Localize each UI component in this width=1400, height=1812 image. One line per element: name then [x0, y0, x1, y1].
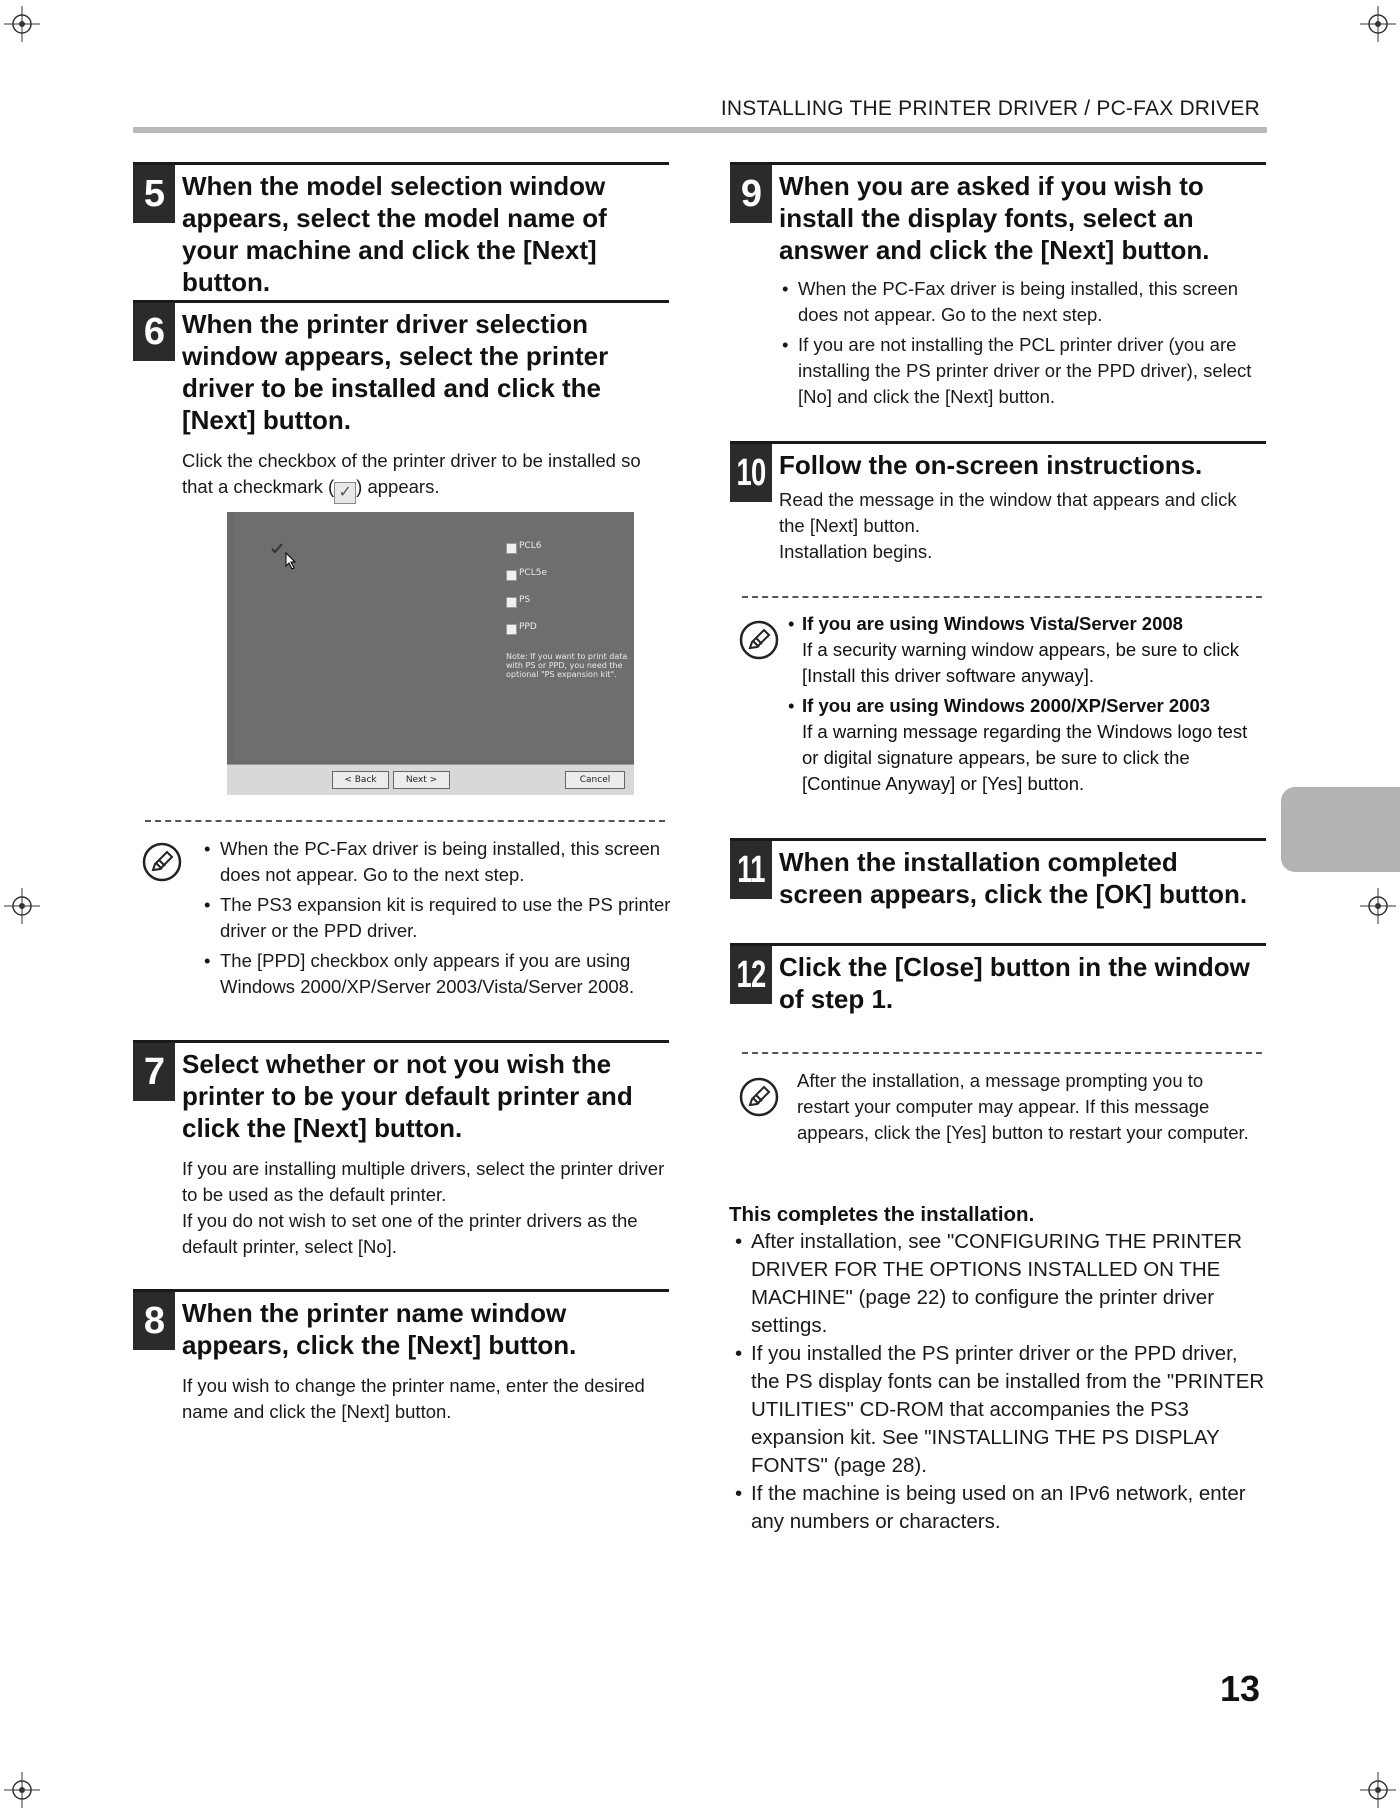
step-title: When the installation completed screen appears, click the [OK] button.: [779, 847, 1248, 909]
step-body: Read the message in the window that appears and click the [Next] button. Installation begins.: [779, 489, 1237, 562]
checkmark-icon: ✓: [334, 482, 356, 504]
step-number-badge: 8: [133, 1292, 175, 1350]
option-label: PCL5e: [519, 568, 547, 578]
option-label: PCL6: [519, 541, 542, 551]
bullet-item: • When the PC-Fax driver is being installed, this screen does not appear. Go to the next step.: [782, 276, 1266, 328]
step-title: When the printer name window appears, click the [Next] button.: [182, 1298, 577, 1360]
step-bullets: [782, 276, 1266, 410]
dialog-panel: [235, 512, 634, 760]
step-7: [133, 1040, 669, 1260]
checkmark-icon: [271, 543, 283, 555]
dialog-note: Note: If you want to print data with PS or PPD, you need the optional "PS expansion kit".: [506, 652, 628, 679]
note-list: [204, 836, 674, 1004]
note-divider: [742, 596, 1262, 598]
step-body: Click the checkbox of the printer driver to be installed so that a checkmark ( ✓ ) appears.: [182, 448, 669, 504]
registration-mark-icon: [1360, 6, 1396, 42]
step-5: [133, 162, 669, 298]
step-number-badge: 9: [730, 165, 772, 223]
step-title: When you are asked if you wish to install the display fonts, select an answer and click the [Next] button.: [779, 171, 1210, 265]
cancel-button[interactable]: Cancel: [565, 771, 625, 789]
ps-checkbox[interactable]: [506, 597, 517, 608]
completion-item: • If you installed the PS printer driver or the PPD driver, the PS display fonts can be installed from the "PRINTER UTILITIES" CD-ROM that accompanies the PS3 expansion kit. See "INSTALLING THE PS DISPLAY FONTS" (page 28).: [735, 1340, 1270, 1480]
step-6: [133, 300, 669, 504]
chapter-tab: [1281, 787, 1400, 872]
next-button[interactable]: Next >: [393, 771, 450, 789]
registration-mark-icon: [4, 1772, 40, 1808]
completion-list: [735, 1228, 1270, 1536]
completion-item: • If the machine is being used on an IPv6 network, enter any numbers or characters.: [735, 1480, 1270, 1536]
pencil-note-icon: [142, 842, 182, 882]
note-item: • The PS3 expansion kit is required to use the PS printer driver or the PPD driver.: [204, 892, 674, 944]
note-heading: If you are using Windows 2000/XP/Server 2003: [802, 695, 1211, 716]
registration-mark-icon: [4, 6, 40, 42]
note-divider: [145, 820, 665, 822]
bullet-item: • If you are not installing the PCL printer driver (you are installing the PS printer driver or the PPD driver), select [No] and click the [Next] button.: [782, 332, 1266, 410]
completion-heading: This completes the installation.: [729, 1203, 1035, 1226]
step-number-badge: 5: [133, 165, 175, 223]
step-number-badge: 12: [730, 946, 772, 1004]
step-title: Click the [Close] button in the window of step 1.: [779, 952, 1250, 1014]
step-title: Select whether or not you wish the printer to be your default printer and click the [Next] button.: [182, 1049, 633, 1143]
pcl5e-checkbox[interactable]: [506, 570, 517, 581]
step-title: When the model selection window appears, select the model name of your machine and click the [Next] button.: [182, 171, 607, 297]
ppd-checkbox[interactable]: [506, 624, 517, 635]
note-item: • The [PPD] checkbox only appears if you are using Windows 2000/XP/Server 2003/Vista/Server 2008.: [204, 948, 674, 1000]
step-9: [730, 162, 1266, 414]
note-divider: [742, 1052, 1262, 1054]
page-number: 13: [1219, 1668, 1260, 1709]
step-body: If you are installing multiple drivers, select the printer driver to be used as the default printer. If you do not wish to set one of the printer drivers as the default printer, select [No].: [182, 1158, 665, 1257]
step-body: If you wish to change the printer name, enter the desired name and click the [Next] button.: [182, 1375, 645, 1422]
mouse-cursor-icon: [285, 552, 297, 570]
driver-selection-screenshot: [227, 512, 634, 795]
page-header: INSTALLING THE PRINTER DRIVER / PC-FAX DRIVER: [720, 97, 1260, 120]
note-block: • If you are using Windows Vista/Server 2008 If a security warning window appears, be sure to click [Install this driver software anyway]. • If you are using Windows 2000/XP/Server 2003 If a warning message regarding the Windows logo test or digital signature appears, be sure to click the [Continue Anyway] or [Yes] button.: [802, 611, 1264, 797]
note-text: If a warning message regarding the Windows logo test or digital signature appears, be sure to click the [Continue Anyway] or [Yes] button.: [802, 721, 1248, 794]
header-rule: [133, 127, 1267, 133]
pencil-note-icon: [739, 1077, 779, 1117]
note-text: If a security warning window appears, be sure to click [Install this driver software anyway].: [802, 639, 1240, 686]
pcl6-checkbox[interactable]: [506, 543, 517, 554]
registration-mark-icon: [1360, 1772, 1396, 1808]
step-title: When the printer driver selection window appears, select the printer driver to be installed and click the [Next] button.: [182, 309, 609, 435]
dialog-button-bar: [227, 764, 634, 795]
completion-item: • After installation, see "CONFIGURING THE PRINTER DRIVER FOR THE OPTIONS INSTALLED ON THE MACHINE" (page 22) to configure the printer driver settings.: [735, 1228, 1270, 1340]
note-item: • When the PC-Fax driver is being installed, this screen does not appear. Go to the next step.: [204, 836, 674, 888]
step-title: Follow the on-screen instructions.: [779, 450, 1203, 480]
option-label: PPD: [519, 622, 537, 632]
step-number-badge: 7: [133, 1043, 175, 1101]
registration-mark-icon: [4, 888, 40, 924]
step-number-badge: 11: [730, 841, 772, 899]
step-number-badge: 6: [133, 303, 175, 361]
pencil-note-icon: [739, 620, 779, 660]
back-button[interactable]: < Back: [332, 771, 389, 789]
step-number-badge: 10: [730, 444, 772, 502]
step-11: [730, 838, 1266, 910]
note-heading: If you are using Windows Vista/Server 2008: [802, 613, 1183, 634]
step-10: [730, 441, 1266, 565]
note-text: After the installation, a message prompting you to restart your computer may appear. If this message appears, click the [Yes] button to restart your computer.: [797, 1070, 1249, 1143]
step-12: [730, 943, 1266, 1015]
option-label: PS: [519, 595, 531, 605]
registration-mark-icon: [1360, 888, 1396, 924]
step-8: [133, 1289, 669, 1425]
